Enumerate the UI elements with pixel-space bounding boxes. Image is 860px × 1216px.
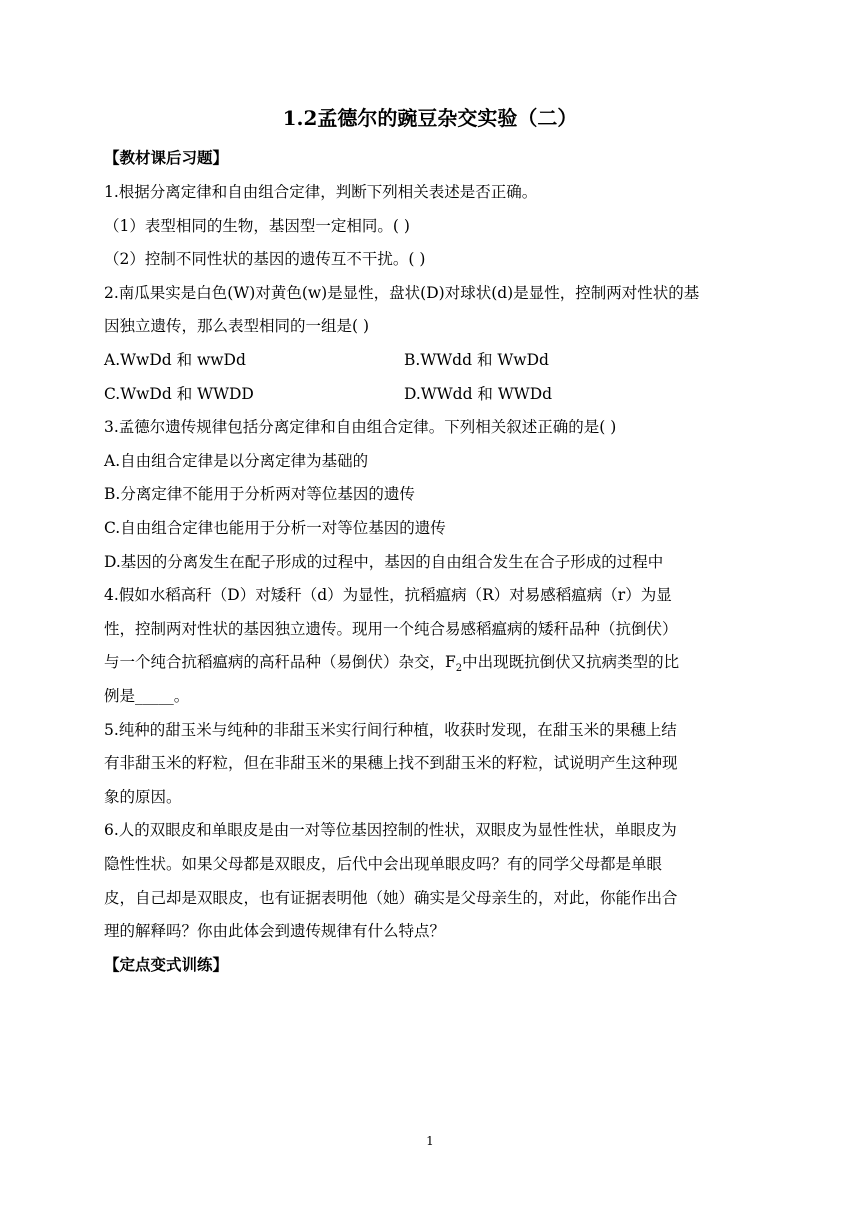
question-6-line-2: 隐性性状。如果父母都是双眼皮，后代中会出现单眼皮吗？有的同学父母都是单眼	[104, 855, 663, 873]
question-4-line-3-post: 中出现既抗倒伏又抗病类型的比	[462, 653, 680, 671]
question-3-option-b: B.分离定律不能用于分析两对等位基因的遗传	[104, 485, 415, 503]
question-5-line-2: 有非甜玉米的籽粒，但在非甜玉米的果穗上找不到甜玉米的籽粒，试说明产生这种现	[104, 754, 678, 772]
question-2-option-c: C.WwDd 和 WWDD	[104, 385, 254, 403]
question-3-stem: 3.孟德尔遗传规律包括分离定律和自由组合定律。下列相关叙述正确的是( )	[104, 418, 617, 436]
question-3-option-c: C.自由组合定律也能用于分析一对等位基因的遗传	[104, 519, 446, 537]
section-heading-variant-training: 【定点变式训练】	[104, 955, 229, 974]
question-6-line-4: 理的解释吗？你由此体会到遗传规律有什么特点？	[104, 922, 446, 940]
question-6-line-1: 6.人的双眼皮和单眼皮是由一对等位基因控制的性状，双眼皮为显性性状，单眼皮为	[104, 821, 677, 839]
question-1-statement-2: （2）控制不同性状的基因的遗传互不干扰。( )	[104, 250, 426, 268]
page-number: 1	[426, 1134, 434, 1148]
question-2-stem-line-1: 2.南瓜果实是白色(W)对黄色(w)是显性，盘状(D)对球状(d)是显性，控制两对性状的基	[104, 284, 700, 302]
question-3-option-a: A.自由组合定律是以分离定律为基础的	[104, 452, 369, 470]
question-3-option-d: D.基因的分离发生在配子形成的过程中，基因的自由组合发生在合子形成的过程中	[104, 553, 664, 571]
question-4-line-3-pre: 与一个纯合抗稻瘟病的高秆品种（易倒伏）杂交，F	[104, 653, 456, 671]
question-6-line-3: 皮，自己却是双眼皮，也有证据表明他（她）确实是父母亲生的，对此，你能作出合	[104, 889, 678, 907]
question-4-line-3	[104, 651, 679, 680]
question-2-stem-line-2: 因独立遗传，那么表型相同的一组是( )	[104, 317, 370, 335]
question-2-option-b: B.WWdd 和 WwDd	[404, 351, 549, 369]
question-1-stem: 1.根据分离定律和自由组合定律，判断下列相关表述是否正确。	[104, 183, 538, 201]
question-2-option-d: D.WWdd 和 WWDd	[404, 385, 553, 403]
subscript-2: 2	[455, 663, 463, 675]
question-5-line-3: 象的原因。	[104, 788, 182, 806]
question-2-option-a: A.WwDd 和 wwDd	[104, 351, 246, 369]
question-4-line-4: 例是_____。	[104, 687, 190, 705]
question-5-line-1: 5.纯种的甜玉米与纯种的非甜玉米实行间行种植，收获时发现，在甜玉米的果穗上结	[104, 721, 677, 739]
page-title: 1.2孟德尔的豌豆杂交实验（二）	[282, 106, 578, 130]
question-1-statement-1: （1）表型相同的生物，基因型一定相同。( )	[104, 217, 410, 235]
question-4-line-2: 性，控制两对性状的基因独立遗传。现用一个纯合易感稻瘟病的矮秆品种（抗倒伏）	[104, 620, 678, 638]
section-heading-textbook-exercises: 【教材课后习题】	[104, 148, 229, 167]
question-4-line-1: 4.假如水稻高秆（D）对矮秆（d）为显性，抗稻瘟病（R）对易感稻瘟病（r）为显	[104, 586, 672, 604]
